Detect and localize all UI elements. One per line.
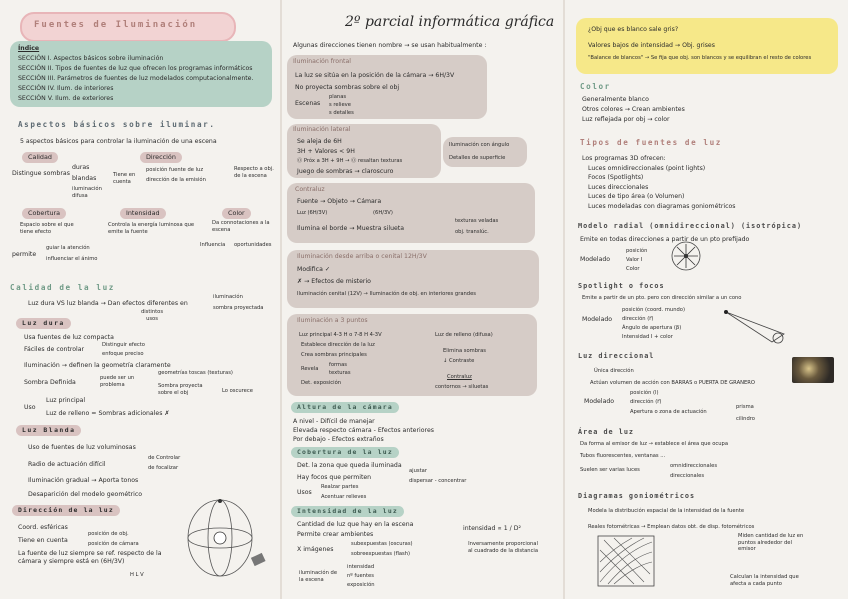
radial-light-icon <box>670 240 702 272</box>
area-item: Tubos fluorescentes, ventanas ... <box>580 453 666 459</box>
radial-item: Emite en todas direcciones a partir de un pto prefijado <box>580 236 750 243</box>
gonio-reales: Reales fotométricas → Emplean datos obt. de disp. fotométricos <box>588 524 755 530</box>
luz-blanda-item: Uso de fuentes de luz voluminosas <box>28 444 136 451</box>
calidad-label: Calidad <box>22 152 58 163</box>
direccion-lead: Tiene en cuenta <box>113 172 136 185</box>
luz-dura-item: Uso <box>24 404 36 411</box>
cobertura-luz-item: Hay focos que permiten <box>297 474 372 481</box>
direccion-item: posición fuente de luz <box>146 167 204 173</box>
cenital-item: ✗ → Efectos de misterio <box>297 278 371 285</box>
gonio-desc: Modela la distribución espacial de la intensidad de la fuente <box>588 508 745 514</box>
luz-blanda-item: Iluminación gradual → Aporta tonos <box>28 477 139 484</box>
color-item: oportunidades <box>234 242 272 248</box>
area-item: Suelen ser varias luces <box>580 467 640 473</box>
radial-item: Modelado <box>580 256 611 263</box>
tipos-item: Luces modeladas con diagramas goniométricos <box>588 203 736 210</box>
calidad-luz-line: Luz dura VS luz blanda → Dan efectos diferentes en <box>28 300 188 307</box>
intensidad-luz-item: Cantidad de luz que hay en la escena <box>297 521 414 528</box>
color-item: Influencia <box>200 242 226 248</box>
direccion-item: dirección de la emisión <box>146 177 206 183</box>
relleno-item: ↓ Contraste <box>443 358 475 364</box>
column-left <box>0 0 280 599</box>
area-luces: direccionales <box>670 473 705 479</box>
sphere-diagram <box>180 493 270 593</box>
revela-item: texturas <box>329 370 351 376</box>
index-item: SECCIÓN IV. Ilum. de interiores <box>18 85 114 92</box>
ilum-lateral-side-text: Detalles de superficie <box>449 155 506 161</box>
yellow-item: "Balance de blancos" → Se fija que obj. son blancos y se equilibran el resto de colores <box>588 55 812 61</box>
luz-dura-heading: Luz dura <box>16 318 71 329</box>
ilum-escena-item: intensidad <box>347 564 375 570</box>
ilum-lateral-label: Iluminación lateral <box>293 126 351 133</box>
intro-line: Algunas direcciones tienen nombre → se usan habitualmente : <box>293 42 487 49</box>
luz-blanda-heading: Luz Blanda <box>16 425 81 436</box>
calidad-luz-item: iluminación <box>213 294 243 300</box>
spotlight-item: Intensidad I + color <box>622 334 673 340</box>
usos-item: Realzar partes <box>321 484 359 490</box>
ilum-lateral-side-text: Iluminación con ángulo <box>449 142 510 148</box>
column-middle <box>283 0 563 599</box>
luz-blanda-sub: de Controlar <box>148 455 181 461</box>
cobertura-luz-item: Det. la zona que queda iluminada <box>297 462 402 469</box>
luz-dura-sub: Distinguir efecto <box>102 342 145 348</box>
index-item: SECCIÓN III. Parámetros de fuentes de luz modelados computacionalmente. <box>18 75 254 82</box>
luz-dura-item: Iluminación → definen la geometría claramente <box>24 362 171 369</box>
spotlight-item: Ángulo de apertura (β) <box>622 325 682 331</box>
cobertura-label: Cobertura <box>22 208 66 219</box>
cobertura-item: guiar la atención <box>46 245 90 251</box>
direccion-luz-hlv: H L V <box>130 572 144 578</box>
altura-item: Por debajo - Efectos extraños <box>293 436 384 443</box>
color-item: Generalmente blanco <box>582 96 649 103</box>
luz-blanda-sub: de focalizar <box>148 465 179 471</box>
direccion-label: Dirección <box>140 152 182 163</box>
tipos-item: Luces omnidireccionales (point lights) <box>588 165 706 172</box>
luz-dura-item: Sombra Definida <box>24 379 76 386</box>
index-heading: Índice <box>18 45 40 52</box>
calidad-item: blandas <box>72 175 97 182</box>
apertura-item: prisma <box>736 404 754 410</box>
intensidad-luz-heading: Intensidad de la luz <box>291 506 404 517</box>
cobertura-luz-item: Usos <box>297 489 312 496</box>
direccional-item: Única dirección <box>594 368 634 374</box>
intensidad-formula-note: Inversamente proporcional al cuadrado de la distancia <box>467 541 539 554</box>
ilum-escena-label: iluminación de la escena <box>299 570 338 583</box>
intensidad-formula: intensidad ∝ 1 / D² <box>463 525 521 532</box>
tres-puntos-item: Crea sombras principales <box>301 352 367 358</box>
tres-puntos-label: Iluminación a 3 puntos <box>297 317 368 324</box>
direccional-modelado: posición (l) <box>630 390 659 396</box>
intensidad-label: Intensidad <box>120 208 166 219</box>
cobertura-item: influenciar el ánimo <box>46 256 98 262</box>
tipos-item: Focos (Spotlights) <box>588 174 644 181</box>
luz-dura-puede: puede ser un problema <box>100 375 135 388</box>
tres-puntos-principal: Luz principal 4-3 H o 7-8 H 4-3V <box>299 332 382 338</box>
direccion-note: Respecto a obj. de la escena <box>234 166 274 179</box>
altura-heading: Altura de la cámara <box>291 402 399 413</box>
ilum-frontal-item: La luz se sitúa en la posición de la cámara → 6H/3V <box>295 72 455 79</box>
tres-puntos-item: Revela <box>301 366 319 372</box>
radial-modelado: Color <box>626 266 640 272</box>
luz-dura-sub: enfoque preciso <box>102 351 144 357</box>
area-heading: Área de luz <box>578 428 635 436</box>
ilum-frontal-label: Iluminación frontal <box>293 58 351 65</box>
direccional-item: Actúan volumen de acción con BARRAS o PUERTA DE GRANERO <box>590 380 755 386</box>
gonio-note: Calculan la intensidad que afecta a cada punto <box>730 574 799 587</box>
calidad-item: duras <box>72 164 90 171</box>
contraluz3-desc: contornos → siluetas <box>435 384 489 390</box>
ilum-lateral-item: 3H + Valores < 9H <box>297 148 355 155</box>
focos-item: dispersar - concentrar <box>409 478 467 484</box>
radial-modelado: posición <box>626 248 648 254</box>
cobertura-lead: Espacio sobre el que tiene efecto <box>20 222 74 235</box>
radial-modelado: Valor I <box>626 257 643 263</box>
direccion-luz-item: La fuente de luz siempre se ref. respecto de la cámara y siempre está en (6H/3V) <box>18 550 162 565</box>
direccional-modelado: dirección (r⃗) <box>630 399 662 405</box>
gonio-diagram <box>594 532 660 592</box>
tres-puntos-item: Establece dirección de la luz <box>301 342 375 348</box>
intensidad-desc: Controla la energía luminosa que emite la fuente <box>108 222 195 235</box>
luz-blanda-item: Desaparición del modelo geométrico <box>28 491 143 498</box>
color-desc: Da connotaciones a la escena <box>212 220 270 233</box>
calidad-lead: Distingue sombras <box>12 170 70 177</box>
column-separator <box>563 0 565 599</box>
usos-item: Acentuar relieves <box>321 494 367 500</box>
cenital-item: Modifica ✓ <box>297 266 331 273</box>
gonio-note: Miden cantidad de luz en puntos alrededor del emisor <box>738 533 804 553</box>
ilum-lateral-item: Juego de sombras → claroscuro <box>297 168 394 175</box>
ilum-frontal-item: Escenas <box>295 100 321 107</box>
contraluz-tag: texturas veladas <box>455 218 499 224</box>
gonio-heading: Diagramas goniométricos <box>578 492 696 500</box>
color-label: Color <box>222 208 251 219</box>
direccion-luz-heading: Dirección de la luz <box>12 505 120 516</box>
yellow-question: ¿Obj que es blanco sale gris? <box>588 26 679 33</box>
imagenes-item: sobreexpuestas (flash) <box>351 551 411 557</box>
tipos-lead: Los programas 3D ofrecen: <box>582 155 666 162</box>
spotlight-heading: Spotlight o focos <box>578 282 665 290</box>
contraluz-tag: obj. translúc. <box>455 229 489 235</box>
tres-puntos-item: Det. exposición <box>301 380 342 386</box>
page-title-left: Fuentes de Iluminación <box>34 20 198 30</box>
revela-item: formas <box>329 362 347 368</box>
radial-heading: Modelo radial (omnidireccional) (isotrópica) <box>578 222 803 230</box>
relleno-item: Elimina sombras <box>443 348 487 354</box>
contraluz-item: Ilumina el borde → Muestra silueta <box>297 225 405 232</box>
aspectos-intro: 5 aspectos básicos para controlar la iluminación de una escena <box>20 138 217 145</box>
luz-dura-proyecta: Sombra proyecta sobre el obj <box>158 383 203 396</box>
cenital-label: Iluminación desde arriba o cenital 12H/3V <box>297 253 427 260</box>
spotlight-item: posición (coord. mundo) <box>622 307 685 313</box>
spotlight-photo <box>792 357 834 383</box>
cenital-item: Iluminación cenital (12V) → Iluminación de obj. en interiores grandes <box>297 291 476 297</box>
calidad-luz-note: distintos usos <box>140 309 164 322</box>
aspectos-heading: Aspectos básicos sobre iluminar. <box>18 120 216 129</box>
intensidad-luz-item: Permite crear ambientes <box>297 531 374 538</box>
altura-item: Elevada respecto cámara - Efectos anteriores <box>293 427 434 434</box>
spotlight-modelado: Modelado <box>582 316 613 323</box>
ilum-escena-item: nº fuentes <box>347 573 374 579</box>
direccion-luz-item: Tiene en cuenta <box>18 537 68 544</box>
luz-dura-uso: Luz de relleno = Sombras adicionales ✗ <box>46 410 170 417</box>
luz-dura-geometria: geometrías toscas (texturas) <box>158 370 233 376</box>
luz-blanda-item: Radio de actuación difícil <box>28 461 106 468</box>
area-item: Da forma al emisor de luz → establece el área que ocupa <box>580 441 729 447</box>
luz-dura-oscurece: Lo oscurece <box>222 388 253 394</box>
direccional-heading: Luz direccional <box>578 352 655 360</box>
column-separator <box>280 0 282 599</box>
color-item: Otros colores → Crean ambientes <box>582 106 685 113</box>
luz-dura-item: Usa fuentes de luz compacta <box>24 334 114 341</box>
contraluz-pos: (6H/3V) <box>373 210 393 216</box>
contraluz3-label: Contraluz <box>447 374 472 380</box>
escenas-item: planas <box>329 94 347 100</box>
focos-item: ajustar <box>409 468 427 474</box>
direccion-luz-item: Coord. esféricas <box>18 524 68 531</box>
escenas-item: s relieve <box>329 102 351 108</box>
color-heading: Color <box>580 82 611 91</box>
calidad-item: iluminación difusa <box>72 186 102 199</box>
ilum-escena-item: exposición <box>347 582 375 588</box>
area-luces: omnidireccionales <box>670 463 718 469</box>
index-item: SECCIÓN II. Tipos de fuentes de luz que ofrecen los programas informáticos <box>18 65 253 72</box>
relleno-label: Luz de relleno (difusa) <box>435 332 493 338</box>
spotlight-item: dirección (r⃗) <box>622 316 654 322</box>
index-item: SECCIÓN V. Ilum. de exteriores <box>18 95 114 102</box>
tipos-heading: Tipos de fuentes de luz <box>580 138 722 147</box>
spotlight-desc: Emite a partir de un pto. pero con dirección similar a un cono <box>582 295 742 301</box>
calidad-luz-item: sombra proyectada <box>213 305 264 311</box>
intensidad-luz-item: X imágenes <box>297 546 334 553</box>
cobertura-luz-heading: Cobertura de la luz <box>291 447 399 458</box>
luz-dura-item: Fáciles de controlar <box>24 346 85 353</box>
tipos-item: Luces de tipo área (o Volumen) <box>588 193 685 200</box>
color-item: Luz reflejada por obj → color <box>582 116 670 123</box>
contraluz-item: Fuente → Objeto → Cámara <box>297 198 382 205</box>
column-right <box>566 0 848 599</box>
ilum-frontal-item: No proyecta sombras sobre el obj <box>295 84 400 91</box>
direccional-item: Modelado <box>584 398 615 405</box>
index-item: SECCIÓN I. Aspectos básicos sobre iluminación <box>18 55 164 62</box>
ilum-lateral-item: Ⓞ Próx a 3H + 9H → Ⓞ resaltan texturas <box>297 158 403 164</box>
yellow-item: Valores bajos de intensidad → Obj. grises <box>588 42 715 49</box>
tipos-item: Luces direccionales <box>588 184 649 191</box>
direccional-modelado: Apertura o zona de actuación <box>630 409 707 415</box>
luz-dura-uso: Luz principal <box>46 397 86 404</box>
calidad-luz-heading: Calidad de la luz <box>10 283 115 292</box>
ilum-lateral-item: Se aleja de 6H <box>297 138 342 145</box>
imagenes-item: subexpuestas (oscuras) <box>351 541 413 547</box>
spotlight-cone-icon <box>722 306 792 344</box>
contraluz-label: Contraluz <box>295 186 325 193</box>
cobertura-sub: permite <box>12 251 37 258</box>
direccion-luz-sub: posición de obj. <box>88 531 129 537</box>
contraluz-item: Luz (6H/3V) <box>297 210 328 216</box>
escenas-item: s detalles <box>329 110 354 116</box>
page-title: 2º parcial informática gráfica <box>345 14 555 30</box>
altura-item: A nivel - Difícil de manejar <box>293 418 375 425</box>
direccion-luz-sub: posición de cámara <box>88 541 139 547</box>
apertura-item: cilindro <box>736 416 755 422</box>
